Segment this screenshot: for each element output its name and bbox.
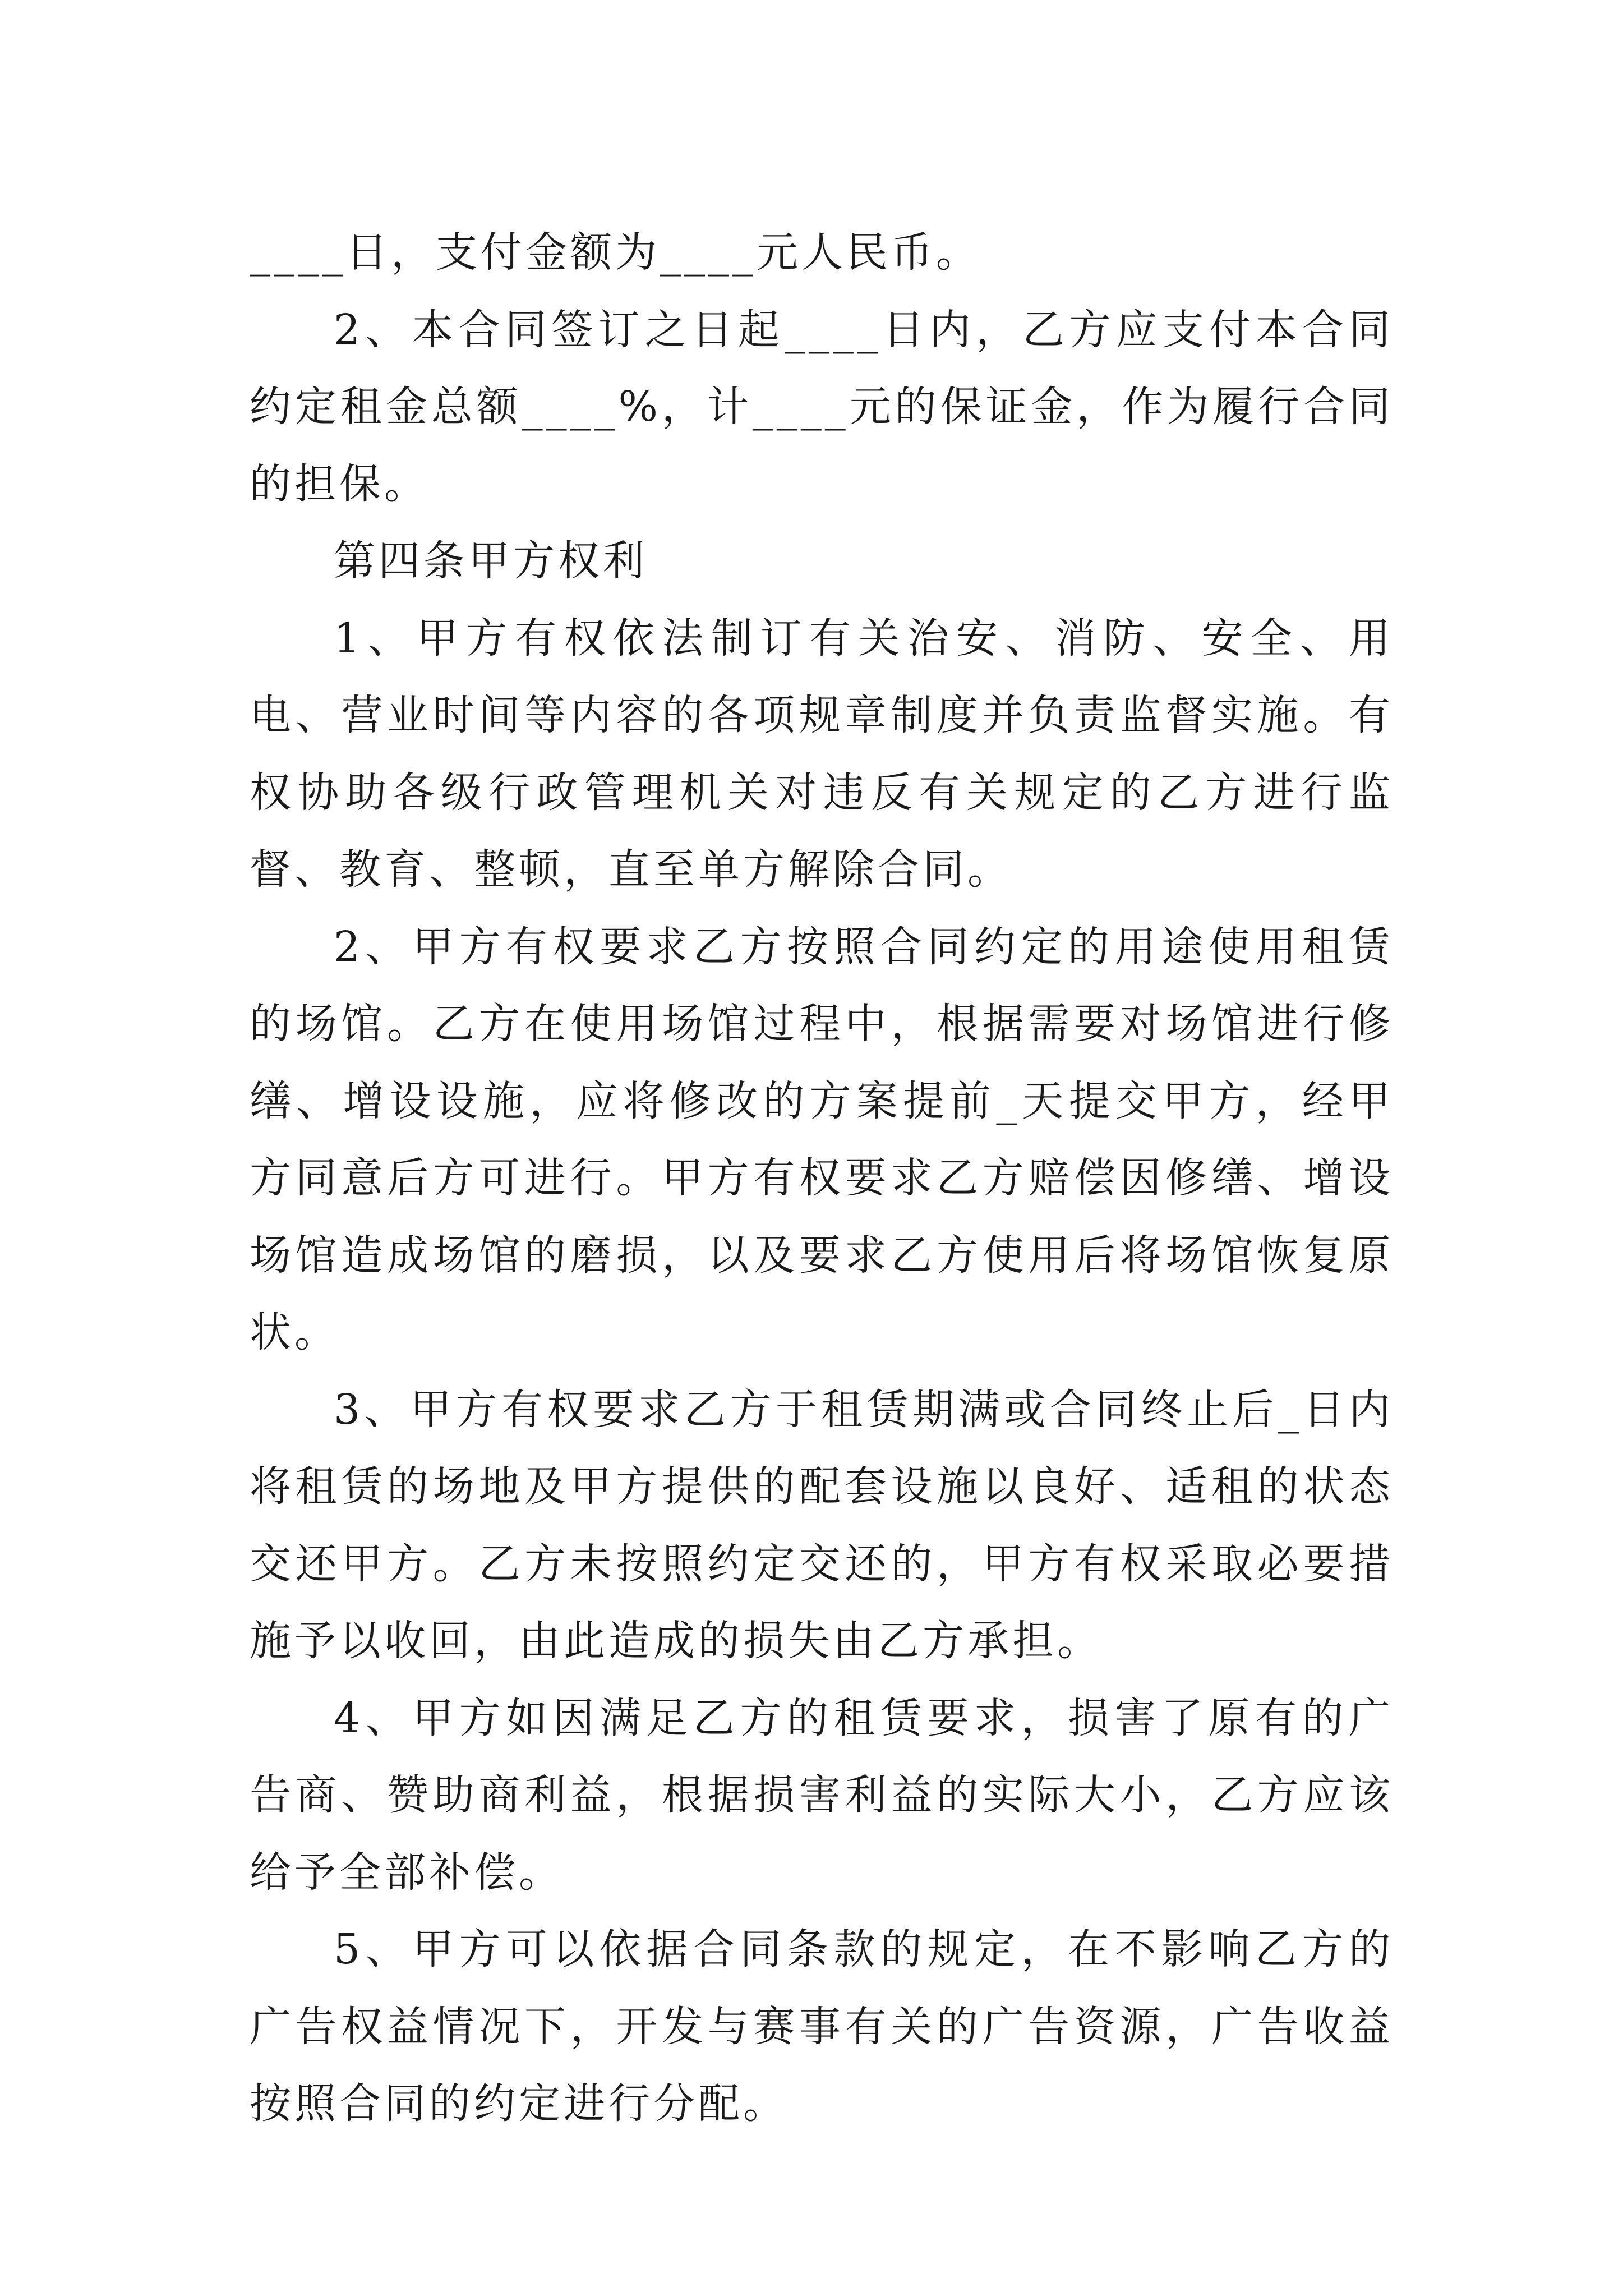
document-body xyxy=(250,214,1394,2143)
paragraph-payment-date: ____日，支付金额为____元人民币。 xyxy=(250,228,981,277)
paragraph-right-4: 4、甲方如因满足乙方的租赁要求，损害了原有的广告商、赞助商利益，根据损害利益的实际大小，乙方应该给予全部补偿。 xyxy=(250,1694,1394,1897)
paragraph-deposit: 2、本合同签订之日起____日内，乙方应支付本合同约定租金总额____%，计____元的保证金，作为履行合同的担保。 xyxy=(250,305,1394,508)
paragraph-right-3: 3、甲方有权要求乙方于租赁期满或合同终止后_日内将租赁的场地及甲方提供的配套设施以良好、适租的状态交还甲方。乙方未按照约定交还的，甲方有权采取必要措施予以收回，由此造成的损失由乙方承担。 xyxy=(250,1385,1394,1665)
paragraph-right-1: 1、甲方有权依法制订有关治安、消防、安全、用电、营业时间等内容的各项规章制度并负责监督实施。有权协助各级行政管理机关对违反有关规定的乙方进行监督、教育、整顿，直至单方解除合同。 xyxy=(250,614,1394,894)
paragraph-right-5: 5、甲方可以依据合同条款的规定，在不影响乙方的广告权益情况下，开发与赛事有关的广告资源，广告收益按照合同的约定进行分配。 xyxy=(250,1925,1394,2128)
paragraph-right-2: 2、甲方有权要求乙方按照合同约定的用途使用租赁的场馆。乙方在使用场馆过程中，根据需要对场馆进行修缮、增设设施，应将修改的方案提前_天提交甲方，经甲方同意后方可进行。甲方有权要求乙方赔偿因修缮、增设场馆造成场馆的磨损，以及要求乙方使用后将场馆恢复原状。 xyxy=(250,922,1394,1356)
section-heading-party-a-rights: 第四条甲方权利 xyxy=(334,537,648,585)
